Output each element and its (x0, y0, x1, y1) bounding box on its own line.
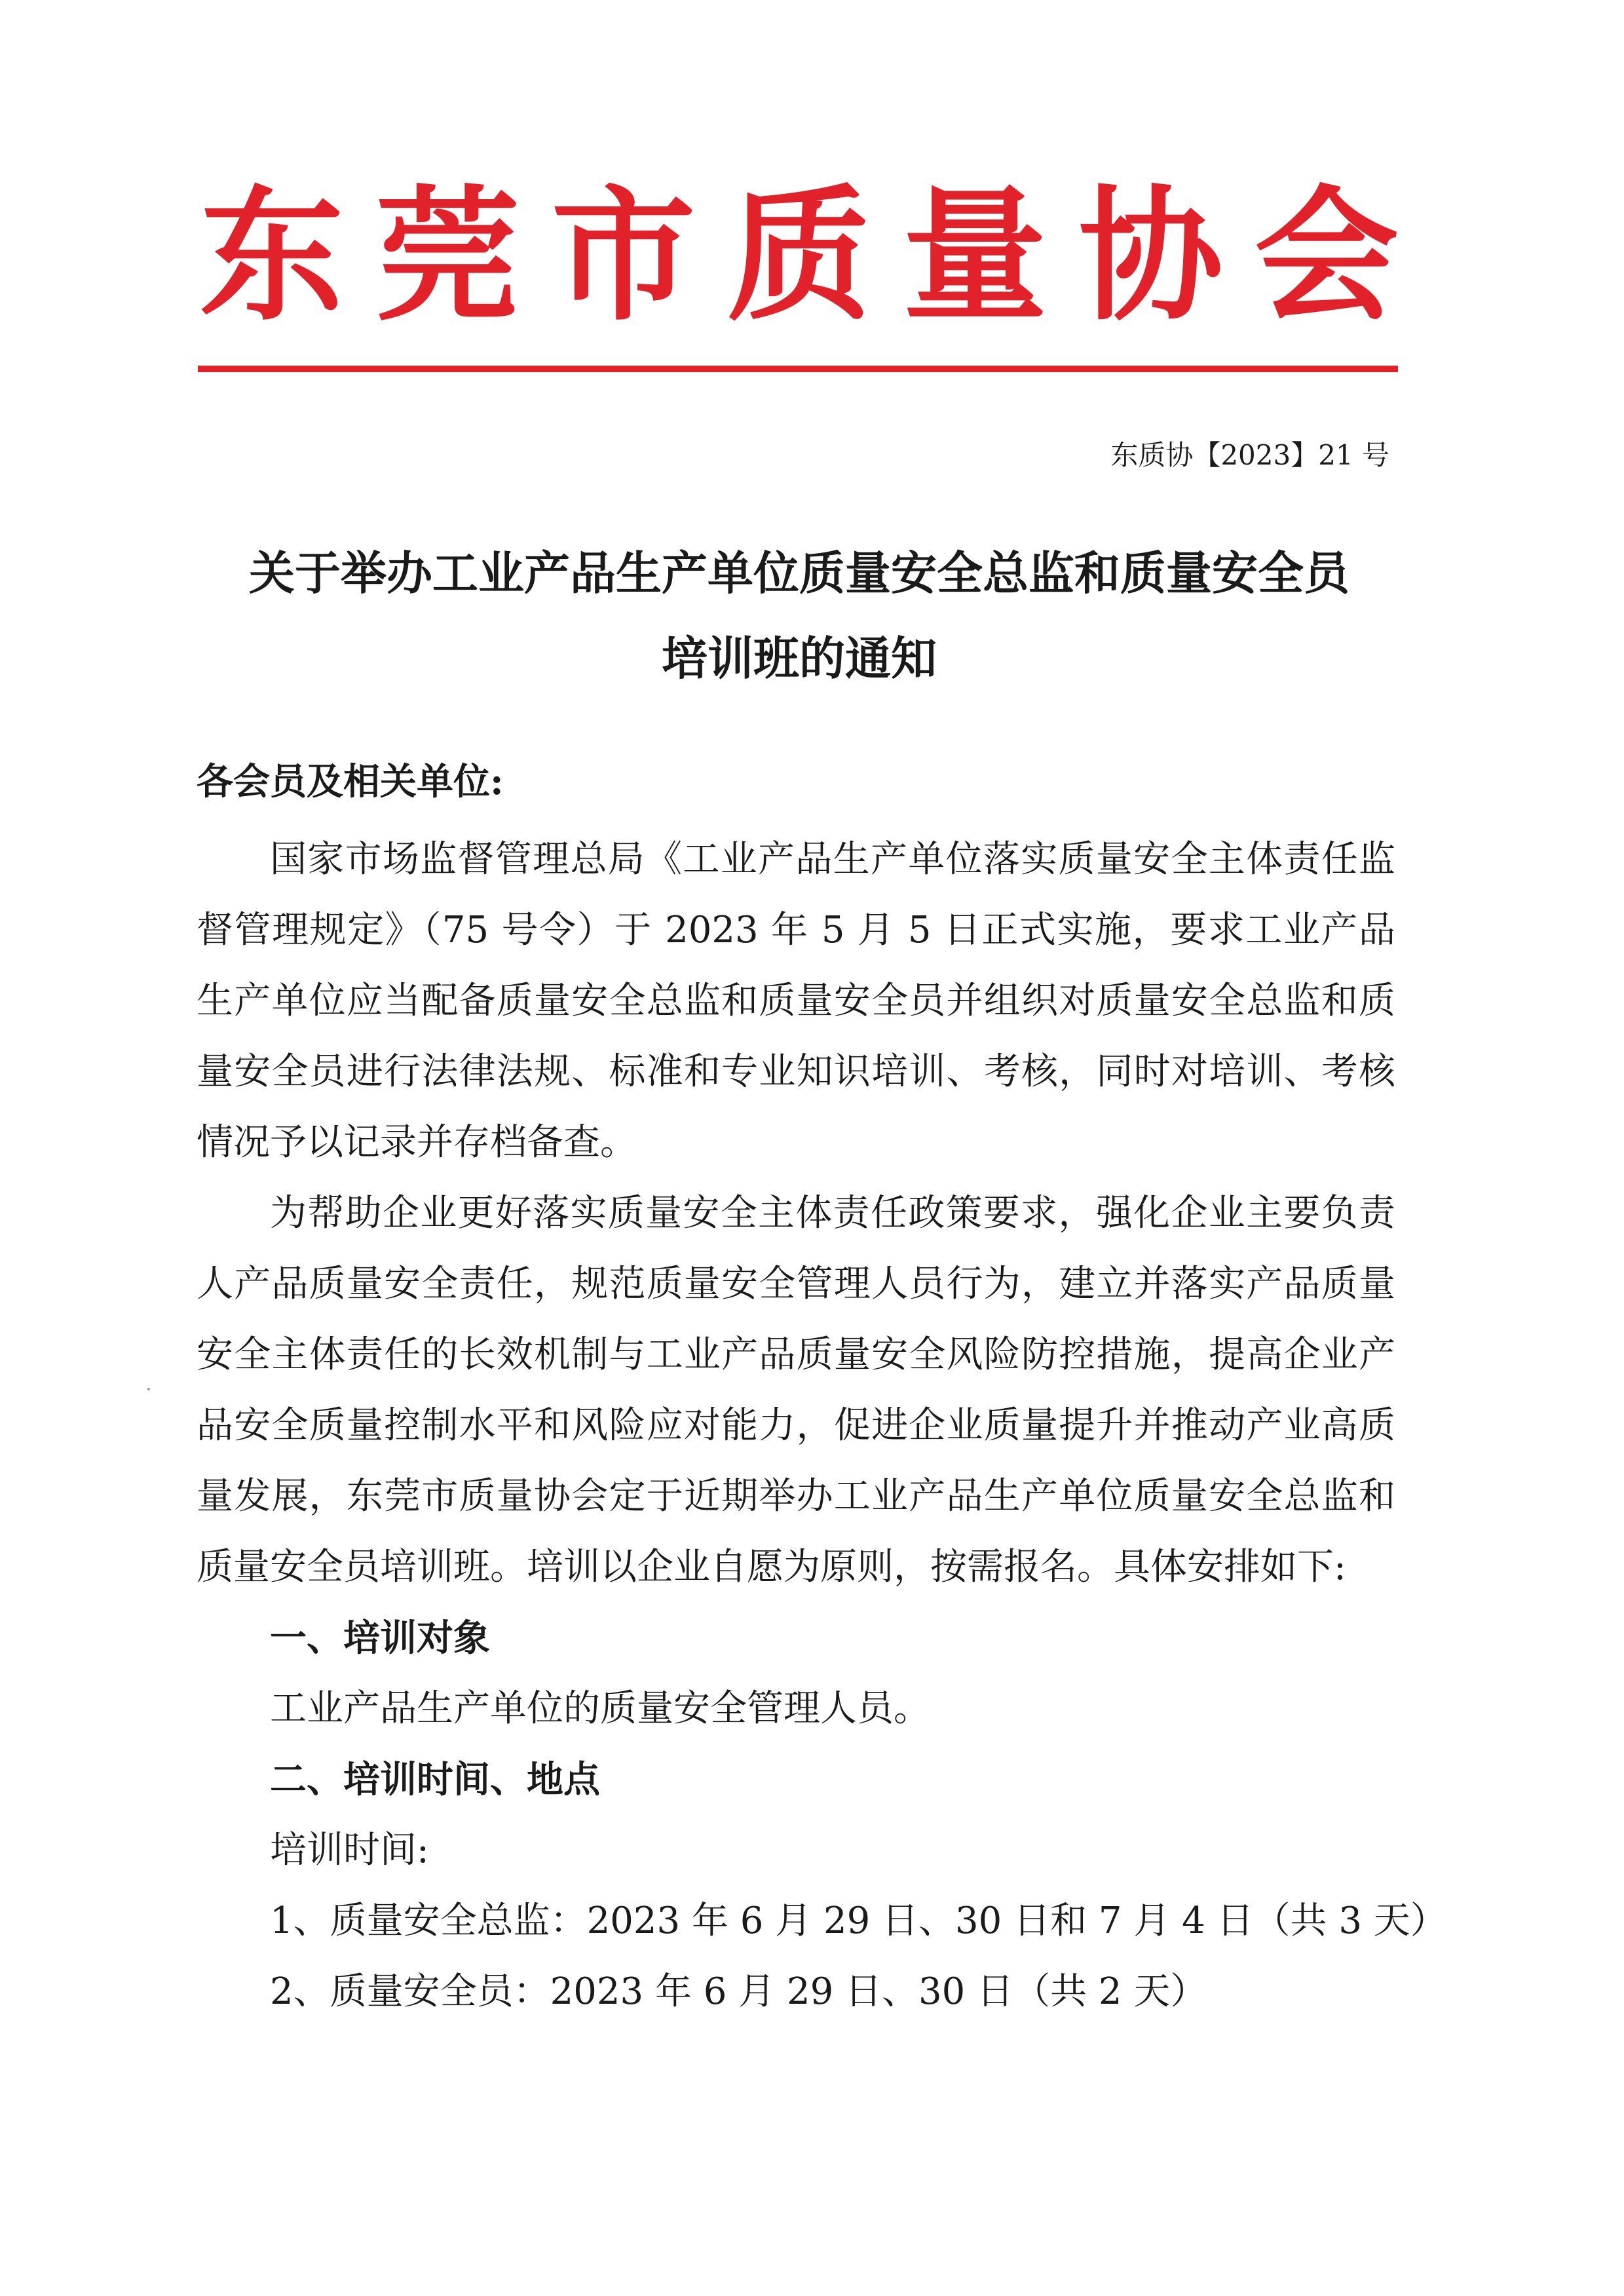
title-line-2: 培训班的通知 (662, 632, 937, 685)
body-paragraph: 为帮助企业更好落实质量安全主体责任政策要求，强化企业主要负责人产品质量安全责任，规范质量安全管理人员行为，建立并落实产品质量安全主体责任的长效机制与工业产品质量安全风险防控措施，提高企业产品安全质量控制水平和风险应对能力，促进企业质量提升并推动产业高质量发展，东莞市质量协会定于近期举办工业产品生产单位质量安全总监和质量安全员培训班。培训以企业自愿为原则，按需报名。具体安排如下: (197, 1192, 1395, 1588)
training-time-label: 培训时间: (270, 1829, 429, 1871)
masthead-char: 质 (727, 170, 871, 340)
organization-masthead (197, 170, 1402, 341)
masthead-char: 东 (199, 170, 344, 340)
red-divider-line (198, 366, 1398, 372)
training-time-item: 1、质量安全总监：2023 年 6 月 29 日、30 日和 7 月 4 日（共 3 天） (270, 1900, 1447, 1942)
document-number: 东质协【2023】21 号 (1110, 439, 1389, 471)
masthead-char: 量 (903, 170, 1048, 340)
masthead-char: 市 (551, 170, 696, 340)
section-heading-audience: 一、培训对象 (270, 1617, 490, 1660)
salutation: 各会员及相关单位: (197, 760, 504, 803)
section-heading-time-place: 二、培训时间、地点 (270, 1758, 600, 1801)
scan-speck (147, 1388, 150, 1390)
masthead-char: 会 (1254, 170, 1399, 340)
body-paragraph: 国家市场监督管理总局《工业产品生产单位落实质量安全主体责任监督管理规定》（75 号令）于 2023 年 5 月 5 日正式实施，要求工业产品生产单位应当配备质量安全总监和质量安全员并组织对质量安全总监和质量安全员进行法律法规、标准和专业知识培训、考核，同时对培训、考核情况予以记录并存档备查。 (197, 838, 1395, 1164)
section-audience-content: 工业产品生产单位的质量安全管理人员。 (270, 1687, 930, 1730)
document-title (197, 531, 1402, 701)
masthead-char: 莞 (375, 170, 520, 340)
training-time-item: 2、质量安全员：2023 年 6 月 29 日、30 日（共 2 天） (270, 1970, 1207, 2013)
document-body (197, 824, 1447, 2027)
masthead-char: 协 (1078, 170, 1223, 340)
title-line-1: 关于举办工业产品生产单位质量安全总监和质量安全员 (249, 546, 1350, 600)
